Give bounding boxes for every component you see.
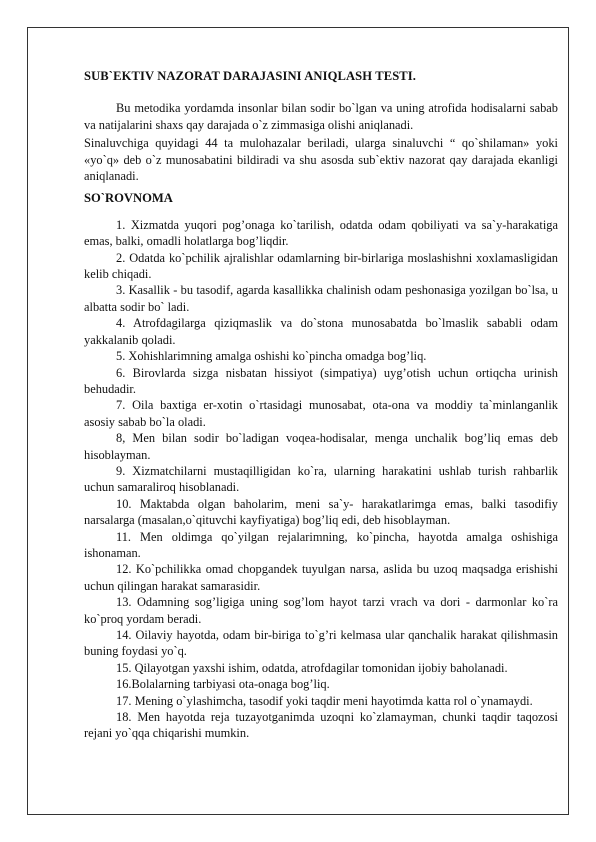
section-title: SO`ROVNOMA xyxy=(84,191,173,206)
list-item: 10. Maktabda olgan baholarim, meni sa`y- harakatlarimga emas, balki tasodifiy narsalarga (masalan,o`qituvchi kayfiyatiga) bog’liq edi, deb hisoblayman. xyxy=(84,496,558,528)
list-item: 6. Birovlarda sizga nisbatan hissiyot (simpatiya) uyg’otish uchun ortiqcha urinish behudadir. xyxy=(84,365,558,396)
list-item: 2. Odatda ko`pchilik ajralishlar odamlarning bir-birlariga moslashishni xoxlamasligidan kelib chiqadi. xyxy=(84,250,558,282)
list-item: 15. Qilayotgan yaxshi ishim, odatda, atrofdagilar tomonidan ijobiy baholanadi. xyxy=(116,660,508,675)
list-item: 7. Oila baxtiga er-xotin o`rtasidagi munosabat, ota-ona va moddiy ta`minlanganlik asosiy sabab bo`la oladi. xyxy=(84,398,558,429)
document-body xyxy=(84,68,558,742)
list-item: 12. Ko`pchilikka omad chopgandek tuyulgan narsa, aslida bu uzoq maqsadga erishishi uchun qilingan harakat samarasidir. xyxy=(84,562,558,593)
list-item: 3. Kasallik - bu tasodif, agarda kasallikka chalinish odam peshonasiga yozilgan bo`lsa, u albatta sodir bo` ladi. xyxy=(84,283,558,314)
list-item: 14. Oilaviy hayotda, odam bir-biriga to`g’ri kelmasa ular qanchalik harakat qilishmasin buning foydasi yo`q. xyxy=(84,628,558,659)
list-item: 1. Xizmatda yuqori pog’onaga ko`tarilish, odatda odam qobiliyati va sa`y-harakatiga emas, balki, omadli holatlarga bog’liqdir. xyxy=(84,217,558,249)
list-item: 17. Mening o`ylashimcha, tasodif yoki taqdir meni hayotimda katta rol o`ynamaydi. xyxy=(116,693,533,708)
intro-paragraph: Sinaluvchiga quyidagi 44 ta mulohazalar beriladi, ularga sinaluvchi “ qo`shilaman» yoki «yo`q» deb o`z munosabatini bildiradi va shu asosda sub`ektiv nazorat qay darajada ekanligi aniqlanadi. xyxy=(84,136,558,184)
questionnaire-list xyxy=(84,217,558,742)
list-item: 9. Xizmatchilarni mustaqilligidan ko`ra, ularning harakatini ushlab turish rahbarlik uchun samaraliroq hisoblanadi. xyxy=(84,463,558,495)
list-item: 18. Men hayotda reja tuzayotganimda uzoqni ko`zlamayman, chunki taqdir taqozosi rejani yo`qqa chiqarishi mumkin. xyxy=(84,710,558,741)
list-item: 11. Men oldimga qo`yilgan rejalarimning, ko`pincha, hayotda amalga oshishiga ishonaman. xyxy=(84,529,558,560)
list-item: 8, Men bilan sodir bo`ladigan voqea-hodisalar, menga unchalik bog’liq emas deb hisoblayman. xyxy=(84,431,558,462)
list-item: 5. Xohishlarimning amalga oshishi ko`pincha omadga bog’liq. xyxy=(116,349,427,364)
list-item: 16.Bolalarning tarbiyasi ota-onaga bog’liq. xyxy=(116,677,330,692)
list-item: 4. Atrofdagilarga qiziqmaslik va do`stona munosabatda bo`lmaslik sababli odam yakkalanib qoladi. xyxy=(84,316,558,347)
list-item: 13. Odamning sog’ligiga uning sog’lom hayot tarzi vrach va dori - darmonlar ko`ra ko`proq yordam beradi. xyxy=(84,595,558,626)
document-title: SUB`EKTIV NAZORAT DARAJASINI ANIQLASH TESTI. xyxy=(84,69,417,83)
intro-paragraph: Bu metodika yordamda insonlar bilan sodir bo`lgan va uning atrofida hodisalarni sabab va natijalarini shaxs qay darajada o`z zimmasiga olishi aniqlanadi. xyxy=(84,101,558,132)
